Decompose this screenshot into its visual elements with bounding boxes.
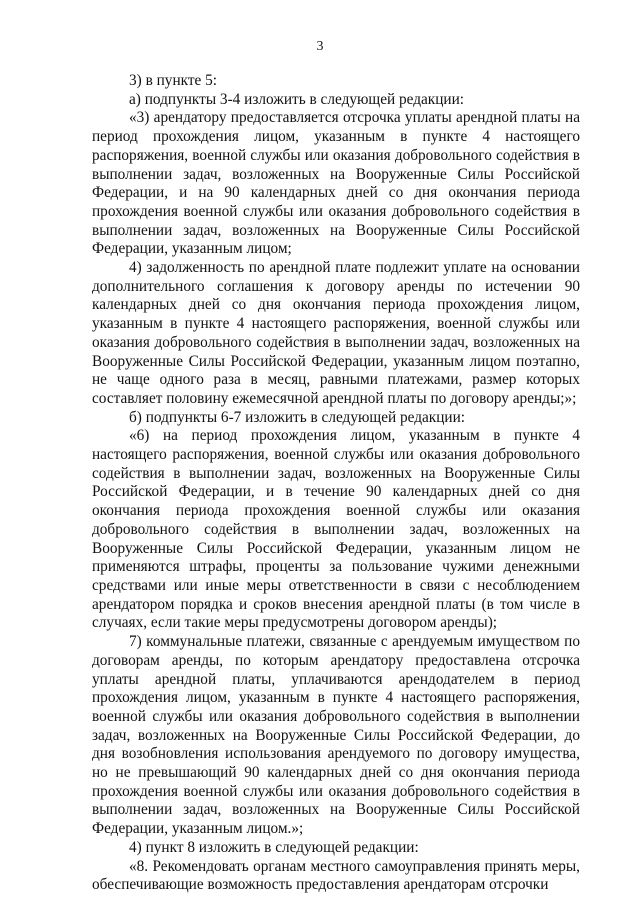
document-body bbox=[92, 72, 580, 895]
page-number: 3 bbox=[316, 39, 324, 54]
paragraph-subpoint-4: 4) задолженность по арендной плате подлежит уплате на основании дополнительного соглашения к договору аренды по истечении 90 календарных дней со дня окончания периода прохождения лицом, указанным в пункте 4 настоящего распоряжения, военной службы или оказания добровольного содействия в выполнении задач, возложенных на Вооруженные Силы Российской Федерации, указанным лицом поэтапно, не чаще одного раза в месяц, равными платежами, размер которых составляет половину ежемесячной арендной платы по договору аренды;»; bbox=[92, 259, 580, 407]
paragraph-item-4-heading: 4) пункт 8 изложить в следующей редакции: bbox=[129, 838, 419, 856]
paragraph-point-8: «8. Рекомендовать органам местного самоуправления принять меры, обеспечивающие возможность предоставления арендаторам отсрочки bbox=[92, 857, 580, 894]
paragraph-subpoint-3: «3) арендатору предоставляется отсрочка уплаты арендной платы на период прохождения лицом, указанным в пункте 4 настоящего распоряжения, военной службы или оказания добровольного содействия в выполнении задач, возложенных на Вооруженные Силы Российской Федерации, и на 90 календарных дней со дня окончания периода прохождения военной службы или оказания добровольного содействия в выполнении задач, возложенных на Вооруженные Силы Российской Федерации, указанным лицом; bbox=[92, 109, 580, 258]
paragraph-item-3-heading: 3) в пункте 5: bbox=[129, 72, 218, 89]
paragraph-subpoint-6: «6) на период прохождения лицом, указанным в пункте 4 настоящего распоряжения, военной службы или оказания добровольного содействия в выполнении задач, возложенных на Вооруженные Силы Российской Федерации, и в течение 90 календарных дней со дня окончания периода прохождения военной службы или оказания добровольного содействия в выполнении задач, возложенных на Вооруженные Силы Российской Федерации, указанным лицом не применяются штрафы, проценты за пользование чужими денежными средствами или иные меры ответственности в связи с несоблюдением арендатором порядка и сроков внесения арендной платы (в том числе в случаях, если такие меры предусмотрены договором аренды); bbox=[92, 427, 580, 632]
paragraph-subitem-b: б) подпункты 6-7 изложить в следующей редакции: bbox=[129, 408, 466, 426]
paragraph-subitem-a: а) подпункты 3-4 изложить в следующей редакции: bbox=[129, 90, 465, 108]
paragraph-subpoint-7: 7) коммунальные платежи, связанные с арендуемым имуществом по договорам аренды, по которым арендатору предоставлена отсрочка уплаты арендной платы, уплачиваются арендодателем в период прохождения лицом, указанным в пункте 4 настоящего распоряжения, военной службы или оказания добровольного содействия в выполнении задач, возложенных на Вооруженные Силы Российской Федерации, до дня возобновления использования арендуемого по договору имущества, но не превышающий 90 календарных дней со дня окончания периода прохождения военной службы или оказания добровольного содействия в выполнении задач, возложенных на Вооруженные Силы Российской Федерации, указанным лицом.»; bbox=[92, 633, 580, 838]
